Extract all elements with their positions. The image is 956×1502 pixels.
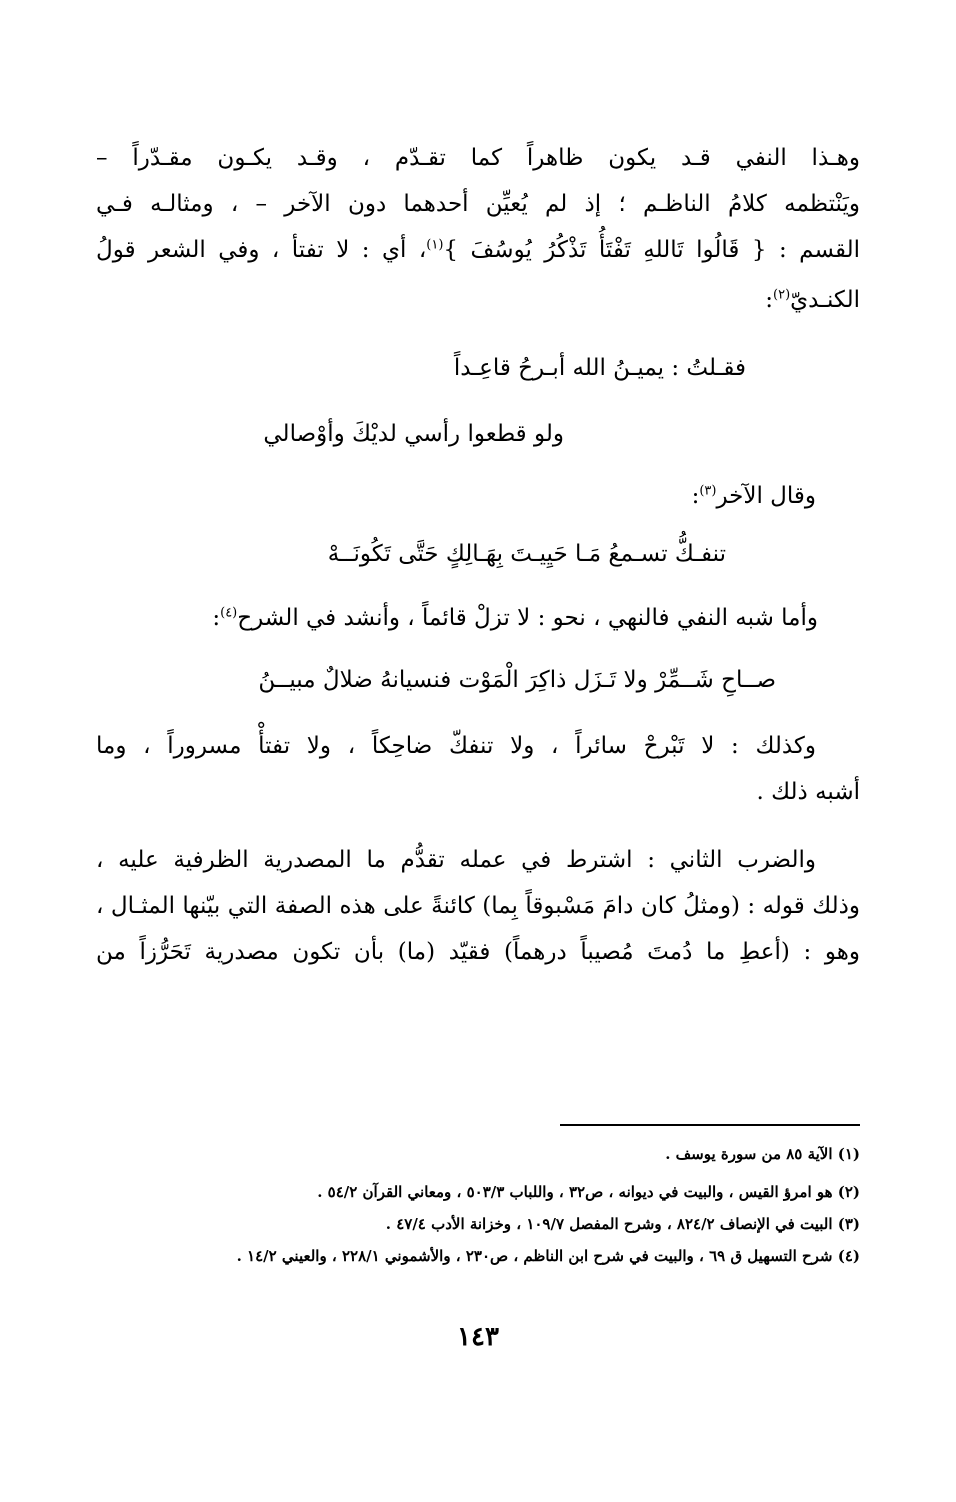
body-line: وهو : (أعطِ ما دُمتَ مُصيباً درهماً) فقيّد (ما) بأن تكون مصدرية تَحَرُّزاً من: [96, 939, 860, 965]
body-text: :: [212, 605, 221, 631]
body-text: :: [691, 483, 700, 509]
body-line: [212, 600, 818, 636]
footnote-separator: [560, 1124, 860, 1126]
footnote: (٤) شرح التسهيل ق ٦٩ ، والبيت في شرح ابن الناظم ، ص٢٣٠ ، والأشموني ٢٢٨/١ ، والعيني ١٤/٢ .: [236, 1247, 860, 1265]
footnote: (٢) هو امرؤ القيس ، والبيت في ديوانه ، ص٣٢ ، واللباب ٥٠٣/٣ ، ومعاني القرآن ٥٤/٢ .: [317, 1183, 860, 1201]
footnote-ref: (٤): [220, 605, 238, 621]
verse-hemistich: ولو قطعوا رأسي لديْكَ وأوْصالي: [263, 421, 564, 447]
page-number: ١٤٣: [457, 1322, 499, 1352]
verse: صــاحِ شَــمِّرْ ولا تَـزَل ذاكِرَ الْمَوْت فنسيانهُ ضلالٌ مبيــنُ: [258, 667, 776, 693]
body-line: وذلك قوله : (ومثلُ كان دامَ مَسْبوقاً بِما) كائنةً على هذه الصفة التي بيّنها المثـال ،: [96, 893, 860, 919]
verse: تنفـكُّ تسـمعُ مَـا حَيِيـتَ بِهَـالِكٍ حَتَّى تَكُونَــهْ: [327, 541, 726, 567]
footnote: (١) الآية ٨٥ من سورة يوسف .: [665, 1145, 860, 1163]
body-line: [692, 478, 816, 514]
footnote-ref: (١): [426, 237, 444, 253]
body-text: وقال الآخر: [716, 483, 816, 509]
body-line: وكذلك : لا تَبْرحْ سائراً ، ولا تنفكّ ضاحِكاً ، ولا تفتأْ مسروراً ، وما: [96, 733, 816, 759]
body-line: والضرب الثاني : اشترط في عمله تقدُّم ما المصدرية الظرفية عليه ،: [96, 847, 816, 873]
quran-quote: القسم : { قَالُوا تَاللهِ تَفْتَأُ تَذْكُرُ يُوسُفَ }: [443, 237, 860, 263]
body-text: ، أي : لا تفتأ ، وفي الشعر قولُ: [96, 237, 427, 263]
body-line: أشبه ذلك .: [756, 779, 860, 805]
body-line: [96, 282, 860, 318]
verse-hemistich: فقـلتُ : يميـنُ الله أبـرحُ قاعِـداً: [453, 355, 746, 381]
body-line: ويَنْتظمه كلامُ الناظـم ؛ إذ لم يُعيِّن أحدهما دون الآخر – ، ومثالـه فـي: [96, 191, 860, 217]
body-text: وأما شبه النفي فالنهي ، نحو : لا تزلْ قائماً ، وأنشد في الشرح: [237, 605, 818, 631]
body-text: الكنـديّ: [790, 287, 860, 313]
body-line: وهـذا النفي قـد يكون ظاهراً كما تقـدّم ، وقـد يكـون مقـدّراً –: [96, 145, 860, 171]
body-line: [96, 232, 860, 268]
footnote-ref: (٣): [699, 483, 717, 499]
footnote-ref: (٢): [773, 287, 791, 303]
body-text: :: [765, 287, 773, 313]
footnote: (٣) البيت في الإنصاف ٨٢٤/٢ ، وشرح المفصل ١٠٩/٧ ، وخزانة الأدب ٤٧/٤ .: [385, 1215, 860, 1233]
